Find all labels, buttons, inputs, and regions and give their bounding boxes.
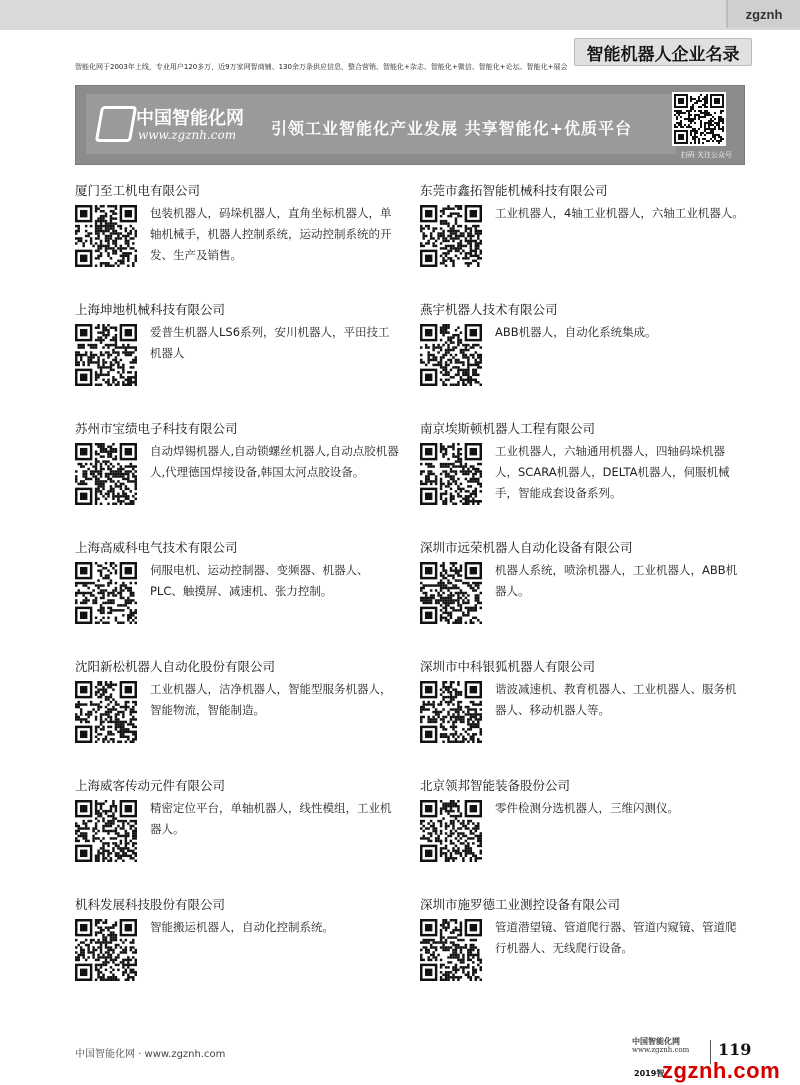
company-desc: 伺服电机、运动控制器、变频器、机器人、PLC、触摸屏、减速机、张力控制。: [150, 563, 369, 598]
watermark: zgznh.com: [662, 1058, 781, 1083]
qr-code-icon[interactable]: [420, 919, 482, 981]
company-name: 南京埃斯顿机器人工程有限公司: [420, 421, 596, 436]
logo-mark-icon: [95, 106, 137, 142]
company-entry: [75, 181, 405, 286]
ad-banner[interactable]: [75, 85, 745, 165]
company-name: 深圳市远荣机器人自动化设备有限公司: [420, 540, 633, 555]
company-entry: [420, 657, 750, 762]
company-name: 厦门至工机电有限公司: [75, 183, 201, 198]
qr-code-icon[interactable]: [75, 205, 137, 267]
banner-qr-caption: 扫码 关注公众号: [680, 151, 732, 159]
footer-site: 中国智能化网 · www.zgznh.com: [75, 1049, 226, 1060]
company-name: 沈阳新松机器人自动化股份有限公司: [75, 659, 276, 674]
company-entry: [75, 657, 405, 762]
company-desc: 精密定位平台，单轴机器人，线性模组，工业机器人。: [150, 801, 392, 836]
company-entry: [420, 419, 750, 524]
company-name: 深圳市中科银狐机器人有限公司: [420, 659, 596, 674]
company-entry: [420, 300, 750, 405]
company-entry: [75, 300, 405, 405]
banner-qr-code-icon[interactable]: [672, 92, 726, 146]
company-desc: 包装机器人，码垛机器人，直角坐标机器人，单轴机械手，机器人控制系统，运动控制系统的开发、生产及销售。: [150, 206, 392, 262]
top-bar: [0, 0, 800, 30]
company-desc: ABB机器人，自动化系统集成。: [495, 325, 657, 339]
qr-code-icon[interactable]: [75, 324, 137, 386]
company-entry: [420, 181, 750, 286]
qr-code-icon[interactable]: [75, 919, 137, 981]
page-number: 119: [718, 1040, 752, 1059]
company-desc: 爱普生机器人LS6系列，安川机器人，平田技工机器人: [150, 325, 390, 360]
intro-strip: 智能化网于2003年上线，专业用户120多万，近9万家网智商铺、130余万条供应信息，整合营销、智能化+杂志、智能化+微信、智能化+论坛、智能化+展会: [75, 63, 568, 71]
company-desc: 智能搬运机器人，自动化控制系统。: [150, 920, 334, 934]
qr-code-icon[interactable]: [420, 324, 482, 386]
footer-year: 2019智: [634, 1069, 665, 1078]
company-desc: 工业机器人，洁净机器人，智能型服务机器人，智能物流，智能制造。: [150, 682, 392, 717]
company-name: 上海坤地机械科技有限公司: [75, 302, 226, 317]
company-desc: 工业机器人，4轴工业机器人，六轴工业机器人。: [495, 206, 744, 220]
company-name: 上海高威科电气技术有限公司: [75, 540, 238, 555]
footer-logo-name: 中国智能化网: [632, 1036, 680, 1046]
company-entry: [75, 538, 405, 643]
company-name: 机科发展科技股份有限公司: [75, 897, 226, 912]
company-name: 燕宇机器人技术有限公司: [420, 302, 558, 317]
company-entry: [420, 895, 750, 1000]
banner-slogan: 引领工业智能化产业发展 共享智能化+优质平台: [271, 119, 632, 138]
company-name: 北京领邦智能装备股份公司: [420, 778, 571, 793]
company-entry: [75, 419, 405, 524]
company-name: 苏州市宝绩电子科技有限公司: [75, 421, 238, 436]
company-desc: 管道潜望镜、管道爬行器、管道内窥镜、管道爬行机器人、无线爬行设备。: [495, 920, 737, 955]
qr-code-icon[interactable]: [420, 681, 482, 743]
company-name: 东莞市鑫拓智能机械科技有限公司: [420, 183, 608, 198]
footer-logo-url: www.zgznh.com: [632, 1046, 690, 1054]
banner-logo-name: 中国智能化网: [136, 108, 244, 129]
company-entry: [75, 895, 405, 1000]
banner-inner: [86, 94, 676, 154]
qr-code-icon[interactable]: [420, 443, 482, 505]
qr-code-icon[interactable]: [75, 681, 137, 743]
company-desc: 机器人系统，喷涂机器人，工业机器人，ABB机器人。: [495, 563, 738, 598]
company-entry: [75, 776, 405, 881]
company-desc: 零件检测分选机器人，三维闪测仪。: [495, 801, 679, 815]
brand-tab: zgznh: [726, 0, 800, 28]
company-entry: [420, 538, 750, 643]
qr-code-icon[interactable]: [75, 443, 137, 505]
company-desc: 谐波减速机、教育机器人、工业机器人、服务机器人、移动机器人等。: [495, 682, 737, 717]
qr-code-icon[interactable]: [75, 800, 137, 862]
qr-code-icon[interactable]: [75, 562, 137, 624]
company-name: 上海威客传动元件有限公司: [75, 778, 226, 793]
company-desc: 自动焊锡机器人,自动锁螺丝机器人,自动点胶机器人,代理德国焊接设备,韩国太河点胶设备。: [150, 444, 399, 479]
company-desc: 工业机器人，六轴通用机器人，四轴码垛机器人，SCARA机器人，DELTA机器人，伺服机械手，智能成套设备系列。: [495, 444, 730, 500]
banner-logo-url: www.zgznh.com: [138, 128, 237, 142]
qr-code-icon[interactable]: [420, 562, 482, 624]
qr-code-icon[interactable]: [420, 205, 482, 267]
company-entry: [420, 776, 750, 881]
page-title: 智能机器人企业名录: [574, 38, 752, 66]
qr-code-icon[interactable]: [420, 800, 482, 862]
company-name: 深圳市施罗德工业测控设备有限公司: [420, 897, 621, 912]
